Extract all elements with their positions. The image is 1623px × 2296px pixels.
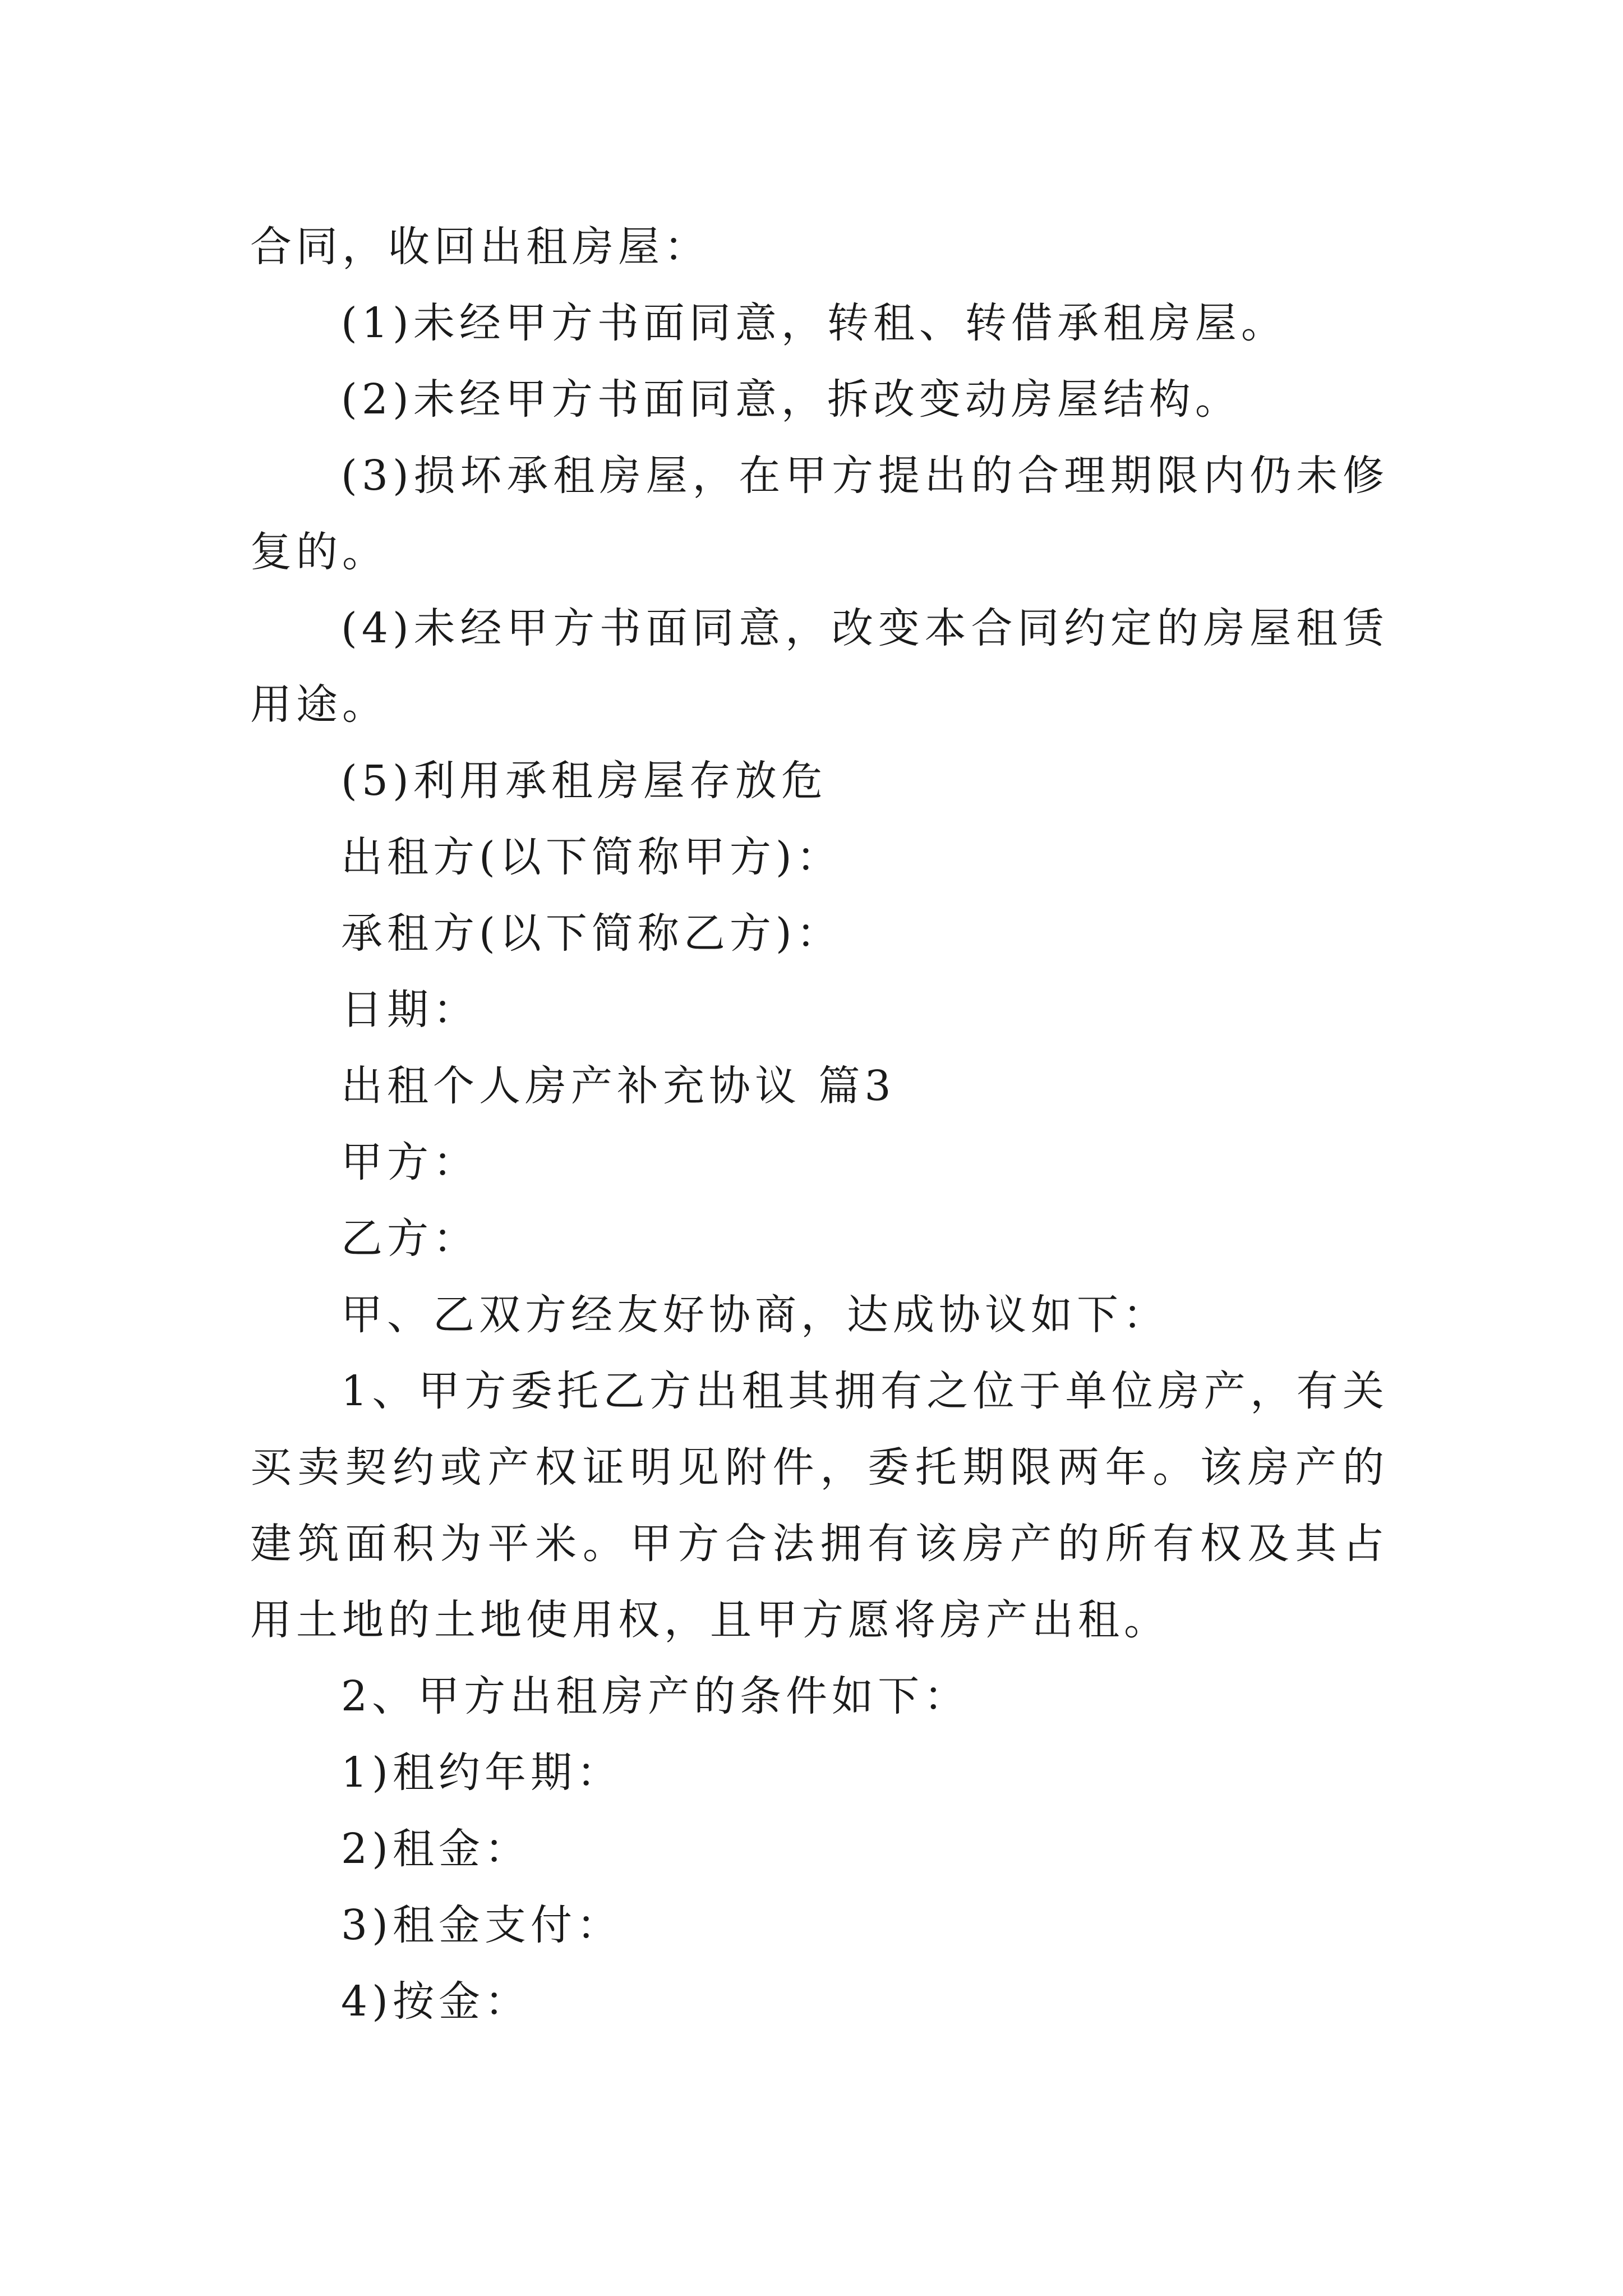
paragraph: (5)利用承租房屋存放危 (341, 757, 827, 805)
paragraph: 承租方(以下简称乙方)： (341, 909, 842, 958)
paragraph: (2)未经甲方书面同意，拆改变动房屋结构。 (341, 375, 1241, 424)
paragraph: (1)未经甲方书面同意，转租、转借承租房屋。 (341, 299, 1287, 347)
paragraph: 2)租金： (341, 1825, 531, 1873)
paragraph: 1)租约年期： (341, 1749, 623, 1797)
paragraph: 甲、乙双方经友好协商，达成协议如下： (341, 1291, 1169, 1339)
paragraph: 甲方： (341, 1138, 479, 1186)
paragraph: 1、甲方委托乙方出租其拥有之位于单位房产，有关买卖契约或产权证明见附件，委托期限两年。该房产的建筑面积为平米。甲方合法拥有该房产的所有权及其占用土地的土地使用权，且甲方愿将房产出租。 (250, 1367, 1389, 1644)
paragraph: 合同，收回出租房屋： (250, 223, 710, 271)
paragraph: 日期： (341, 986, 479, 1034)
paragraph: 2、甲方出租房产的条件如下： (341, 1672, 970, 1720)
paragraph: 出租方(以下简称甲方)： (341, 833, 842, 881)
document-body (250, 209, 1389, 2040)
paragraph: 3)租金支付： (341, 1901, 623, 1949)
paragraph: (4)未经甲方书面同意，改变本合同约定的房屋租赁用途。 (250, 604, 1389, 729)
paragraph: (3)损坏承租房屋，在甲方提出的合理期限内仍未修复的。 (250, 452, 1389, 576)
paragraph: 乙方： (341, 1214, 479, 1263)
paragraph: 4)按金： (341, 1977, 531, 2026)
section-heading: 出租个人房产补充协议 篇3 (341, 1062, 896, 1110)
